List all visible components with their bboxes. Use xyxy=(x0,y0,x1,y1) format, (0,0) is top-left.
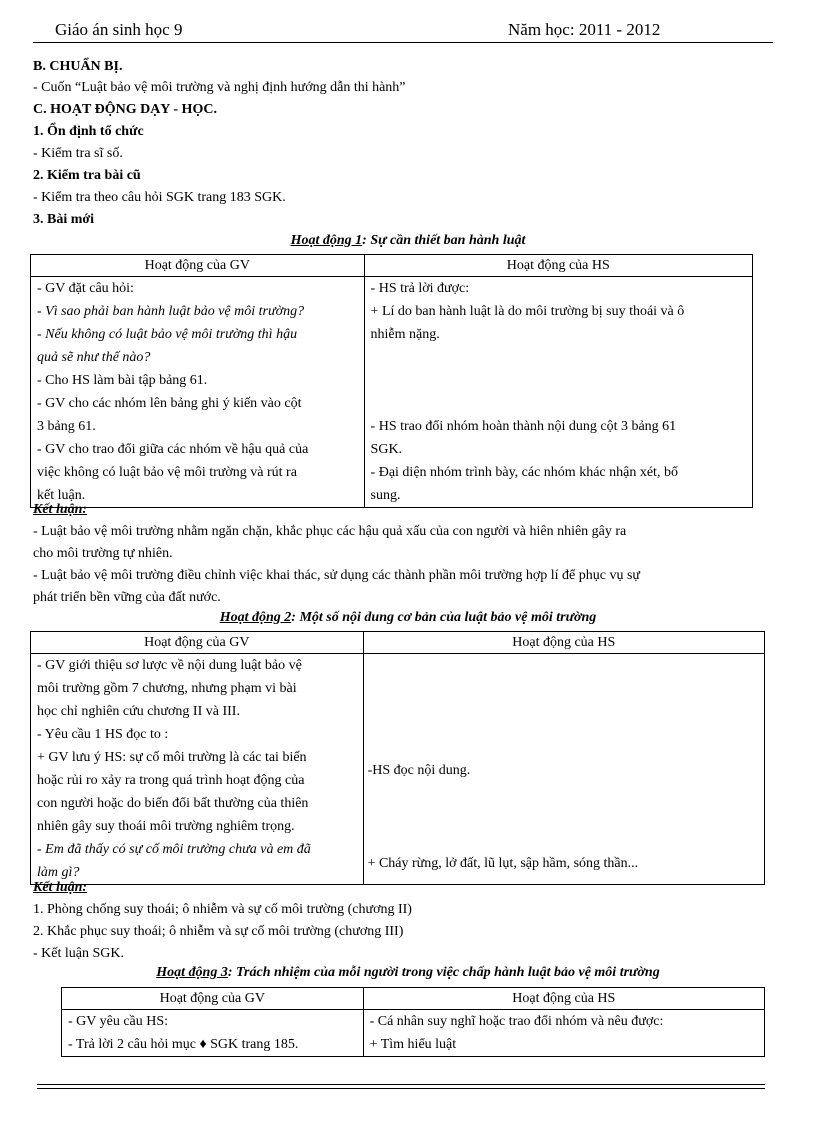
gv-line: - GV yêu cầu HS: xyxy=(68,1014,169,1029)
activity3-col-hs: Hoạt động của HS xyxy=(363,988,764,1010)
activity1-title: : Sự cần thiết ban hành luật xyxy=(362,233,526,248)
activity2-conclusion-line: 2. Khắc phục suy thoái; ô nhiễm và sự cố môi trường (chương III) xyxy=(33,924,404,939)
activity1-gv-cell xyxy=(31,277,365,508)
gv-line: học chỉ nghiên cứu chương II và III. xyxy=(37,704,240,719)
activity1-heading xyxy=(0,233,816,249)
section-c-title: C. HOẠT ĐỘNG DẠY - HỌC. xyxy=(33,102,217,117)
activity1-conclusion-line: phát triển bền vững của đất nước. xyxy=(33,590,221,605)
hs-line: + Tìm hiểu luật xyxy=(369,1037,457,1052)
hs-read-text: -HS đọc nội dung. xyxy=(367,763,471,778)
activity2-heading xyxy=(0,610,816,626)
activity2-col-hs: Hoạt động của HS xyxy=(363,632,764,654)
activity2-conclusion-label: Kết luận: xyxy=(33,880,88,895)
gv-line: con người hoặc do biến đổi bất thường của thiên xyxy=(37,796,309,811)
activity2-col-gv: Hoạt động của GV xyxy=(31,632,364,654)
hs-line: - Cá nhân suy nghĩ hoặc trao đổi nhóm và nêu được: xyxy=(369,1014,664,1029)
gv-line: 3 bảng 61. xyxy=(37,419,96,434)
activity1-conclusion-line: - Luật bảo vệ môi trường điều chỉnh việc khai thác, sử dụng các thành phần môi trường hợp lí để phục vụ sự xyxy=(33,568,640,583)
header-school-year: Năm học: 2011 - 2012 xyxy=(508,20,661,39)
activity2-table xyxy=(30,631,765,885)
gv-line: quả sẽ như thế nào? xyxy=(37,350,151,365)
hs-line: - HS trao đổi nhóm hoàn thành nội dung cột 3 bảng 61 xyxy=(370,419,677,434)
activity3-heading xyxy=(0,965,816,981)
step2-item: - Kiểm tra theo câu hỏi SGK trang 183 SGK. xyxy=(33,190,286,205)
hs-line: SGK. xyxy=(370,442,403,457)
hs-line: + Lí do ban hành luật là do môi trường bị suy thoái và ô xyxy=(370,304,685,319)
activity1-col-gv: Hoạt động của GV xyxy=(31,255,365,277)
activity1-col-hs: Hoạt động của HS xyxy=(364,255,752,277)
activity3-title: : Trách nhiệm của mỗi người trong việc chấp hành luật bảo vệ môi trường xyxy=(227,965,660,980)
gv-line: - Cho HS làm bài tập bảng 61. xyxy=(37,373,208,388)
activity3-label: Hoạt động 3 xyxy=(156,965,228,980)
activity2-title: : Một số nội dung cơ bản của luật bảo vệ môi trường xyxy=(291,610,597,625)
hs-line: - HS trả lời được: xyxy=(370,281,470,296)
gv-line: làm gì? xyxy=(37,865,80,880)
hs-line: sung. xyxy=(370,488,401,503)
activity2-conclusion-line: - Kết luận SGK. xyxy=(33,946,124,961)
activity1-hs-cell xyxy=(364,277,752,508)
hs-line: - Đại diện nhóm trình bày, các nhóm khác nhận xét, bổ xyxy=(370,465,678,480)
header-subject: Giáo án sinh học 9 xyxy=(55,20,183,39)
activity2-gv-cell xyxy=(31,654,364,885)
activity1-conclusion-label: Kết luận: xyxy=(33,502,88,517)
hs-line xyxy=(371,392,746,415)
gv-line: - GV cho các nhóm lên bảng ghi ý kiến vào cột xyxy=(37,396,302,411)
step1-title: 1. Ổn định tổ chức xyxy=(33,124,144,139)
activity3-col-gv: Hoạt động của GV xyxy=(62,988,364,1010)
hs-answer-text: + Cháy rừng, lở đất, lũ lụt, sập hầm, sóng thần... xyxy=(367,856,639,871)
activity2-hs-cell xyxy=(363,654,764,885)
activity1-table xyxy=(30,254,753,508)
activity1-label: Hoạt động 1 xyxy=(290,233,363,248)
gv-line: hoặc rủi ro xảy ra trong quá trình hoạt động của xyxy=(37,773,305,788)
gv-line: kết luận. xyxy=(37,488,86,503)
gv-line: - GV cho trao đổi giữa các nhóm về hậu quả của xyxy=(37,442,309,457)
gv-line: môi trường gồm 7 chương, nhưng phạm vi bài xyxy=(37,681,297,696)
gv-line: nhiên gây suy thoái môi trường nghiêm trọng. xyxy=(37,819,295,834)
gv-line: - Vì sao phải ban hành luật bảo vệ môi trường? xyxy=(37,304,305,319)
activity2-conclusion-line: 1. Phòng chống suy thoái; ô nhiễm và sự cố môi trường (chương II) xyxy=(33,902,412,917)
gv-line: - Trả lời 2 câu hỏi mục ♦ SGK trang 185. xyxy=(68,1037,299,1052)
gv-line: - Nếu không có luật bảo vệ môi trường thì hậu xyxy=(37,327,298,342)
gv-line: + GV lưu ý HS: sự cố môi trường là các tai biến xyxy=(37,750,307,765)
section-b-item: - Cuốn “Luật bảo vệ môi trường và nghị định hướng dẫn thi hành” xyxy=(33,80,406,95)
gv-line: - Em đã thấy có sự cố môi trường chưa và em đã xyxy=(37,842,311,857)
activity1-conclusion-line: cho môi trường tự nhiên. xyxy=(33,546,173,561)
section-b-title: B. CHUẨN BỊ. xyxy=(33,59,123,74)
hs-line xyxy=(371,369,746,392)
activity1-conclusion-line: - Luật bảo vệ môi trường nhằm ngăn chặn, khắc phục các hậu quả xấu của con người và hiên nhiên gây ra xyxy=(33,524,627,539)
step1-item: - Kiểm tra sĩ số. xyxy=(33,146,123,161)
step2-title: 2. Kiểm tra bài cũ xyxy=(33,168,141,183)
gv-line: việc không có luật bảo vệ môi trường và rút ra xyxy=(37,465,297,480)
gv-line: - GV đặt câu hỏi: xyxy=(37,281,134,296)
step3-title: 3. Bài mới xyxy=(33,212,95,227)
activity3-gv-cell xyxy=(62,1010,364,1057)
activity3-hs-cell xyxy=(363,1010,764,1057)
gv-line: - Yêu cầu 1 HS đọc to : xyxy=(37,727,169,742)
activity2-label: Hoạt động 2 xyxy=(219,610,292,625)
header-divider xyxy=(33,42,773,43)
hs-line: nhiễm nặng. xyxy=(370,327,440,342)
gv-line: - GV giới thiệu sơ lược về nội dung luật bảo vệ xyxy=(37,658,302,673)
activity3-table xyxy=(61,987,765,1057)
hs-line xyxy=(371,346,746,369)
